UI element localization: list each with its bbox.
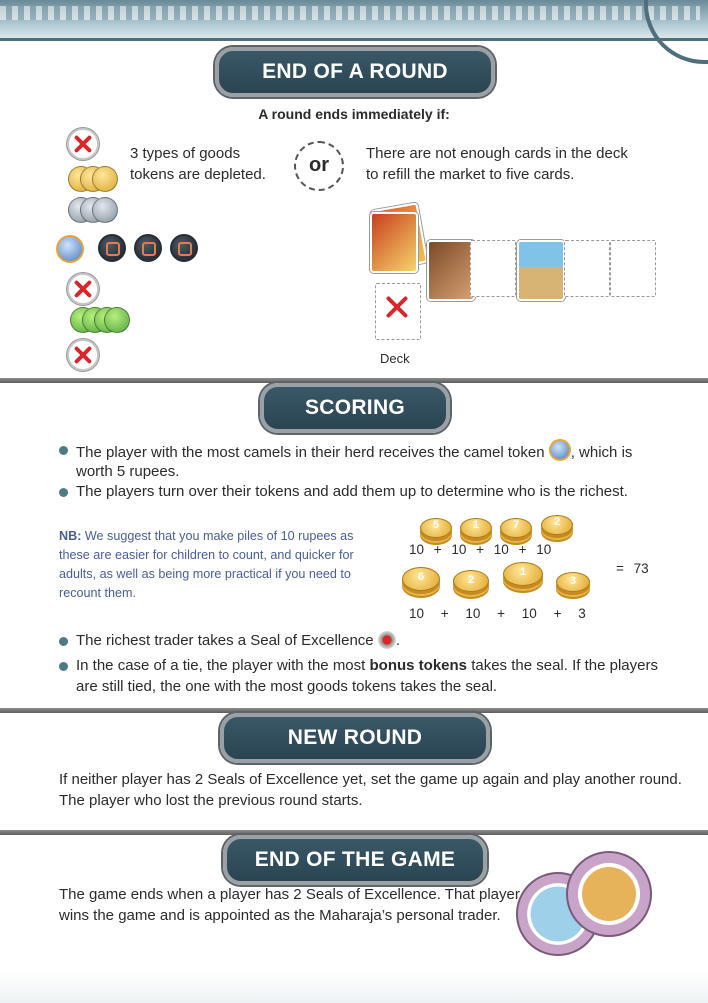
cross-icon	[67, 128, 99, 160]
scoring-bullet-4-text: In the case of a tie, the player with the most	[76, 657, 366, 674]
or-badge: or	[294, 141, 344, 191]
goods-condition-line2: tokens are depleted.	[130, 166, 266, 183]
top-decorative-band	[0, 0, 708, 41]
section-title-end-of-round: END OF A ROUND	[262, 60, 448, 83]
scoring-bullet-2: The players turn over their tokens and add them up to determine who is the richest.	[76, 483, 628, 500]
camel-token-icon	[549, 439, 571, 461]
section-title-scoring: SCORING	[304, 396, 406, 419]
scoring-bullet-3	[76, 630, 400, 651]
stack-value: 2	[467, 574, 475, 586]
section-title-end-of-game: END OF THE GAME	[254, 848, 456, 871]
rupee-stack	[460, 518, 492, 538]
band-curl	[644, 0, 708, 64]
banner-new-round	[220, 713, 490, 763]
cross-icon	[383, 293, 411, 321]
bottom-texture	[0, 970, 708, 1003]
scoring-bullet-1-line2: worth 5 rupees.	[76, 463, 180, 480]
stack-value: 2	[553, 516, 561, 528]
deck-condition-line1: There are not enough cards in the deck	[366, 145, 628, 162]
market-card-leather	[427, 240, 475, 301]
stack-value: 5	[432, 519, 440, 531]
seal-of-excellence-icon	[566, 851, 652, 937]
end-game-line2: wins the game and is appointed as the Maharaja’s personal trader.	[59, 907, 501, 924]
stack-value: 1	[472, 519, 480, 531]
round-end-subtitle: A round ends immediately if:	[258, 106, 450, 122]
stack-value: 6	[417, 571, 425, 583]
goods-condition-line1: 3 types of goods	[130, 145, 241, 162]
scoring-bullet-3-end: .	[395, 632, 400, 649]
banner-scoring	[260, 383, 450, 433]
score-total: = 73	[616, 561, 649, 576]
rupee-stack	[420, 518, 452, 538]
rupee-stack	[500, 518, 532, 538]
banner-end-of-game	[223, 835, 487, 885]
market-card-camel	[517, 240, 565, 301]
scoring-bullet-1-tail: , which is	[570, 444, 633, 461]
cross-icon	[67, 273, 99, 305]
banner-end-of-round	[215, 47, 495, 97]
rupee-stack	[541, 515, 573, 535]
scoring-bullet-3-text: The richest trader takes a Seal of Excellence	[76, 632, 374, 649]
scoring-bullet-1	[76, 439, 666, 463]
empty-market-slot	[610, 240, 656, 297]
sum-row-1: 10 + 10 + 10 + 10	[409, 542, 552, 557]
scoring-bullet-4-bold: bonus tokens	[369, 657, 468, 674]
section-title-new-round: NEW ROUND	[287, 726, 423, 749]
bonus-token-icon	[170, 234, 198, 262]
scoring-bullet-1-text: The player with the most camels in their herd receives the camel token	[76, 444, 545, 461]
band-pattern	[0, 6, 700, 20]
rupee-stack	[453, 570, 489, 592]
empty-market-slot	[470, 240, 516, 297]
cross-icon	[67, 339, 99, 371]
deck-card	[370, 212, 418, 273]
nb-line4: recount them.	[59, 586, 137, 600]
bullet-dot	[59, 488, 68, 497]
nb-label: NB:	[59, 529, 82, 543]
rupee-stack	[402, 567, 440, 591]
stack-value: 1	[519, 566, 527, 578]
camel-token-icon	[56, 235, 84, 263]
nb-line1-text: We suggest that you make piles of 10 rupees as	[84, 529, 354, 543]
scoring-bullet-4	[76, 655, 686, 676]
scoring-bullet-4-tail: takes the seal. If the players	[471, 657, 658, 674]
seal-of-excellence-icon	[378, 631, 396, 649]
end-game-line1: The game ends when a player has 2 Seals of Excellence. That player	[59, 886, 520, 903]
stack-value: 3	[569, 575, 577, 587]
bonus-token-icon	[98, 234, 126, 262]
bullet-dot	[59, 662, 68, 671]
new-round-line2: The player who lost the previous round starts.	[59, 792, 363, 809]
bonus-token-icon	[134, 234, 162, 262]
stack-value: 7	[512, 519, 520, 531]
deck-condition-line2: to refill the market to five cards.	[366, 166, 575, 183]
rupee-stack	[556, 572, 590, 592]
scoring-bullet-4-line2: are still tied, the one with the most goods tokens takes the seal.	[76, 678, 498, 695]
leather-token-icon	[104, 307, 130, 333]
nb-line1	[59, 527, 353, 546]
deck-label: Deck	[380, 351, 410, 366]
nb-line3: adults, as well as being more practical if you need to	[59, 567, 351, 581]
sum-row-2: 10 + 10 + 10 + 3	[409, 606, 586, 621]
gold-token-icon	[92, 166, 118, 192]
bullet-dot	[59, 637, 68, 646]
new-round-line1: If neither player has 2 Seals of Excellence yet, set the game up again and play another round.	[59, 771, 682, 788]
silver-token-icon	[92, 197, 118, 223]
empty-market-slot	[564, 240, 610, 297]
bullet-dot	[59, 446, 68, 455]
rupee-stack	[503, 562, 543, 586]
nb-line2: these are easier for children to count, and quicker for	[59, 548, 354, 562]
